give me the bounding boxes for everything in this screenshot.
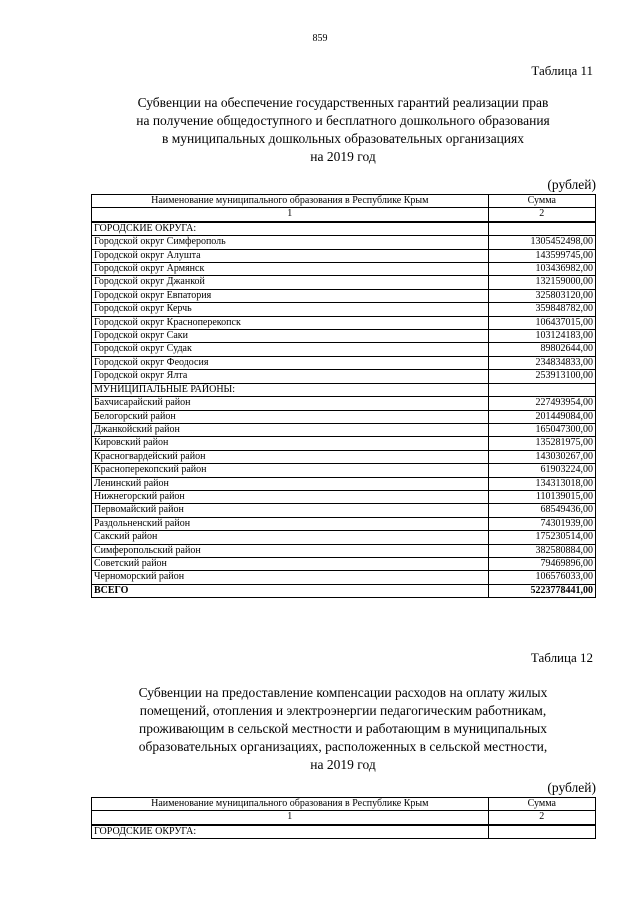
table-row	[92, 477, 596, 490]
municipality-name: Городской округ Красноперекопск	[92, 316, 489, 329]
subsidy-amount: 143030267,00	[488, 450, 595, 463]
table-row	[92, 330, 596, 343]
municipality-name: Сакский район	[92, 531, 489, 544]
table-row	[92, 222, 596, 236]
table-row	[92, 249, 596, 262]
header-row	[92, 798, 596, 811]
subsidy-amount: 68549436,00	[488, 504, 595, 517]
table-row	[92, 504, 596, 517]
column-number: 1	[92, 811, 489, 825]
table-row	[92, 263, 596, 276]
subsidy-amount: 359848782,00	[488, 303, 595, 316]
column-number: 2	[488, 811, 595, 825]
total-row	[92, 584, 596, 597]
municipality-name: Городской округ Джанкой	[92, 276, 489, 289]
subsidy-amount: 227493954,00	[488, 397, 595, 410]
subsidy-amount: 201449084,00	[488, 410, 595, 423]
subsidy-amount	[488, 222, 595, 236]
table-row	[92, 423, 596, 436]
municipality-name: Нижнегорский район	[92, 490, 489, 503]
municipality-name: Городской округ Судак	[92, 343, 489, 356]
header-row	[92, 195, 596, 208]
total-amount: 5223778441,00	[488, 584, 595, 597]
column-header-name: Наименование муниципального образования в Республике Крым	[92, 195, 489, 208]
table-row	[92, 316, 596, 329]
municipality-name: Красноперекопский район	[92, 464, 489, 477]
table-row	[92, 356, 596, 369]
table-row	[92, 517, 596, 530]
subsidy-amount: 143599745,00	[488, 249, 595, 262]
subsidy-amount: 1305452498,00	[488, 236, 595, 249]
total-label: ВСЕГО	[92, 584, 489, 597]
table-12-title-line: на 2019 год	[310, 757, 376, 772]
subsidy-amount	[488, 825, 595, 839]
table-11-title-line: на получение общедоступного и бесплатного дошкольного образования	[136, 113, 550, 128]
subsidy-amount: 382580884,00	[488, 544, 595, 557]
table-row	[92, 383, 596, 396]
table-row	[92, 276, 596, 289]
subsidy-amount: 106576033,00	[488, 571, 595, 584]
table-row	[92, 370, 596, 383]
municipality-name: ГОРОДСКИЕ ОКРУГА:	[92, 222, 489, 236]
table-12-title-line: помещений, отопления и электроэнергии педагогическим работникам,	[139, 703, 547, 718]
subsidy-amount: 61903224,00	[488, 464, 595, 477]
subsidy-amount: 103436982,00	[488, 263, 595, 276]
table-row	[92, 544, 596, 557]
municipality-name: ГОРОДСКИЕ ОКРУГА:	[92, 825, 489, 839]
municipality-name: Городской округ Симферополь	[92, 236, 489, 249]
column-number-row	[92, 208, 596, 222]
table-11-unit: (рублей)	[547, 177, 596, 192]
subsidy-amount: 106437015,00	[488, 316, 595, 329]
table-row	[92, 289, 596, 302]
table-11-title-line: Субвенции на обеспечение государственных гарантий реализации прав	[137, 95, 549, 110]
table-12-title-line: проживающим в сельской местности и работающим в муниципальных	[139, 721, 547, 736]
municipality-name: Бахчисарайский район	[92, 397, 489, 410]
table-row	[92, 437, 596, 450]
subsidy-amount: 175230514,00	[488, 531, 595, 544]
municipality-name: Черноморский район	[92, 571, 489, 584]
subsidy-amount: 253913100,00	[488, 370, 595, 383]
subsidy-amount: 325803120,00	[488, 289, 595, 302]
subsidy-amount: 234834833,00	[488, 356, 595, 369]
municipality-name: Белогорский район	[92, 410, 489, 423]
municipality-name: Ленинский район	[92, 477, 489, 490]
table-row	[92, 490, 596, 503]
table-row	[92, 410, 596, 423]
municipality-name: Кировский район	[92, 437, 489, 450]
municipality-name: Симферопольский район	[92, 544, 489, 557]
municipality-name: Советский район	[92, 557, 489, 570]
table-11-label: Таблица 11	[531, 63, 593, 78]
column-header-sum: Сумма	[488, 798, 595, 811]
table-12-title-line: Субвенции на предоставление компенсации расходов на оплату жилых	[138, 685, 548, 700]
municipality-name: Городской округ Феодосия	[92, 356, 489, 369]
subsidy-amount: 110139015,00	[488, 490, 595, 503]
table-12-title	[88, 684, 598, 774]
subsidy-amount: 89802644,00	[488, 343, 595, 356]
table-11-title-line: на 2019 год	[310, 149, 376, 164]
page-number: 859	[312, 33, 328, 44]
column-header-name: Наименование муниципального образования в Республике Крым	[92, 798, 489, 811]
subsidy-amount: 134313018,00	[488, 477, 595, 490]
table-row	[92, 557, 596, 570]
municipality-name: МУНИЦИПАЛЬНЫЕ РАЙОНЫ:	[92, 383, 489, 396]
table-row	[92, 531, 596, 544]
subsidy-amount: 165047300,00	[488, 423, 595, 436]
column-number: 2	[488, 208, 595, 222]
table-row	[92, 450, 596, 463]
table-row	[92, 397, 596, 410]
municipality-name: Городской округ Ялта	[92, 370, 489, 383]
table-row	[92, 571, 596, 584]
municipality-name: Городской округ Алушта	[92, 249, 489, 262]
subsidy-amount: 135281975,00	[488, 437, 595, 450]
table-11-title-line: в муниципальных дошкольных образовательных организациях	[162, 131, 524, 146]
municipality-name: Джанкойский район	[92, 423, 489, 436]
municipality-name: Городской округ Армянск	[92, 263, 489, 276]
subsidy-amount: 103124183,00	[488, 330, 595, 343]
table-11	[91, 194, 596, 598]
municipality-name: Красногвардейский район	[92, 450, 489, 463]
table-12-label: Таблица 12	[530, 650, 593, 665]
table-12	[91, 797, 596, 839]
table-12-title-line: образовательных организациях, расположенных в сельской местности,	[138, 739, 548, 754]
table-row	[92, 303, 596, 316]
subsidy-amount	[488, 383, 595, 396]
table-row	[92, 464, 596, 477]
subsidy-amount: 132159000,00	[488, 276, 595, 289]
municipality-name: Городской округ Саки	[92, 330, 489, 343]
municipality-name: Городской округ Керчь	[92, 303, 489, 316]
municipality-name: Городской округ Евпатория	[92, 289, 489, 302]
column-header-sum: Сумма	[488, 195, 595, 208]
subsidy-amount: 74301939,00	[488, 517, 595, 530]
municipality-name: Раздольненский район	[92, 517, 489, 530]
subsidy-amount: 79469896,00	[488, 557, 595, 570]
column-number-row	[92, 811, 596, 825]
table-row	[92, 343, 596, 356]
table-row	[92, 825, 596, 839]
column-number: 1	[92, 208, 489, 222]
table-row	[92, 236, 596, 249]
table-11-title	[88, 94, 598, 166]
municipality-name: Первомайский район	[92, 504, 489, 517]
table-12-unit: (рублей)	[547, 780, 596, 795]
